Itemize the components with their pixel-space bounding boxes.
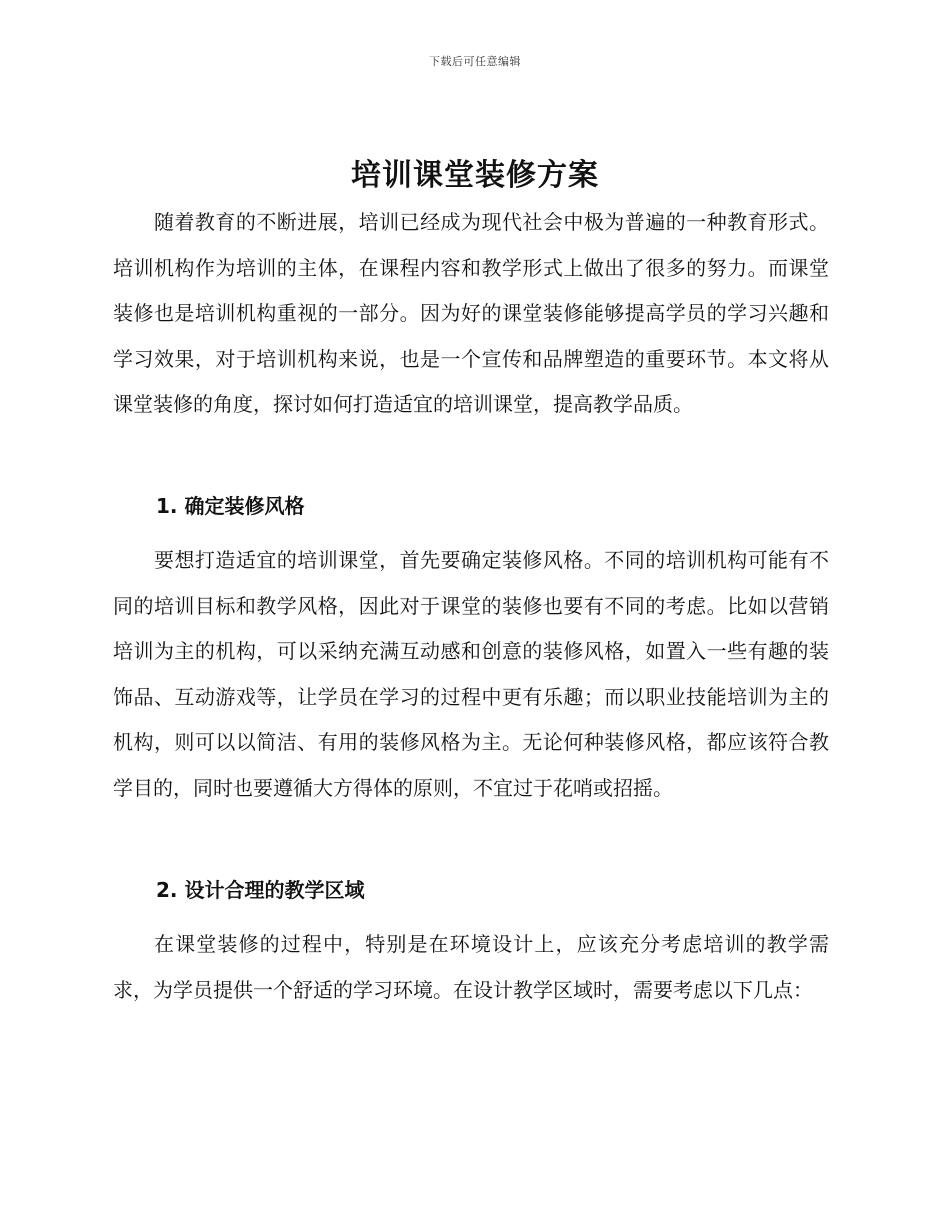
section-heading-style: 1. 确定装修风格 <box>156 494 305 518</box>
section-paragraph-style: 要想打造适宜的培训课堂，首先要确定装修风格。不同的培训机构可能有不同的培训目标和教学风格，因此对于课堂的装修也要有不同的考虑。比如以营销培训为主的机构，可以采纳充满互动感和创意的装修风格，如置入一些有趣的装饰品、互动游戏等，让学员在学习的过程中更有乐趣；而以职业技能培训为主的机构，则可以以简洁、有用的装修风格为主。无论何种装修风格，都应该符合教学目的，同时也要遵循大方得体的原则，不宜过于花哨或招摇。 <box>113 548 829 800</box>
header-note: 下载后可任意编辑 <box>429 55 521 68</box>
intro-paragraph: 随着教育的不断进展，培训已经成为现代社会中极为普遍的一种教育形式。培训机构作为培训的主体，在课程内容和教学形式上做出了很多的努力。而课堂装修也是培训机构重视的一部分。因为好的课堂装修能够提高学员的学习兴趣和学习效果，对于培训机构来说，也是一个宣传和品牌塑造的重要环节。本文将从课堂装修的角度，探讨如何打造适宜的培训课堂，提高教学品质。 <box>113 210 829 416</box>
section-paragraph-teaching-area: 在课堂装修的过程中，特别是在环境设计上，应该充分考虑培训的教学需求，为学员提供一个舒适的学习环境。在设计教学区域时，需要考虑以下几点： <box>113 932 829 1002</box>
section-heading-teaching-area: 2. 设计合理的教学区域 <box>156 878 365 902</box>
document-title: 培训课堂装修方案 <box>351 158 599 193</box>
